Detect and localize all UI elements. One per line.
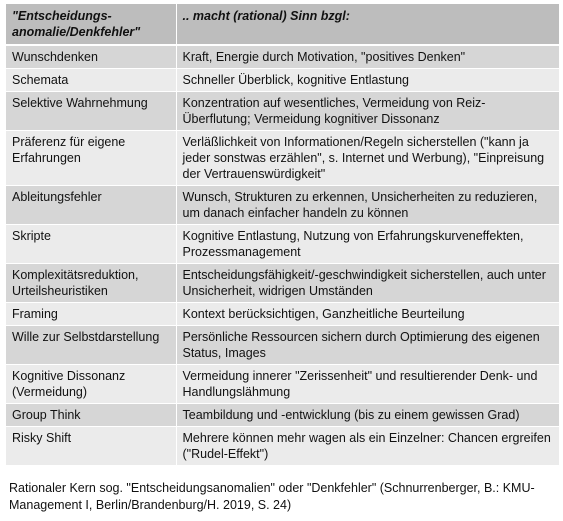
table-row bbox=[6, 404, 559, 427]
reason-cell: Kraft, Energie durch Motivation, "positives Denken" bbox=[176, 45, 559, 69]
table-header-row bbox=[6, 4, 559, 45]
anomaly-cell: Risky Shift bbox=[6, 427, 176, 466]
reason-cell: Entscheidungsfähigkeit/-geschwindigkeit sicherstellen, auch unter Unsicherheit, widrigen Umständen bbox=[176, 264, 559, 303]
reason-cell: Kognitive Entlastung, Nutzung von Erfahrungskurveneffekten, Prozessmanagement bbox=[176, 225, 559, 264]
reason-cell: Konzentration auf wesentliches, Vermeidung von Reiz-Überflutung; Vermeidung kognitiver Dissonanz bbox=[176, 92, 559, 131]
anomaly-cell: Schemata bbox=[6, 69, 176, 92]
anomaly-cell: Skripte bbox=[6, 225, 176, 264]
anomaly-cell: Framing bbox=[6, 303, 176, 326]
table-body bbox=[6, 45, 559, 466]
header-rational-sense: .. macht (rational) Sinn bzgl: bbox=[176, 4, 559, 45]
table-row bbox=[6, 264, 559, 303]
reason-cell: Persönliche Ressourcen sichern durch Optimierung des eigenen Status, Images bbox=[176, 326, 559, 365]
reason-cell: Schneller Überblick, kognitive Entlastung bbox=[176, 69, 559, 92]
anomaly-cell: Ableitungsfehler bbox=[6, 186, 176, 225]
source-caption: Rationaler Kern sog. "Entscheidungsanomalien" oder "Denkfehler" (Schnurrenberger, B.: KMU-Management I, Berlin/Brandenburg/H. 2019, S. 24) bbox=[9, 481, 535, 512]
reason-cell: Teambildung und -entwicklung (bis zu einem gewissen Grad) bbox=[176, 404, 559, 427]
anomaly-cell: Wunschdenken bbox=[6, 45, 176, 69]
reason-cell: Vermeidung innerer "Zerissenheit" und resultierender Denk- und Handlungslähmung bbox=[176, 365, 559, 404]
anomaly-cell: Präferenz für eigene Erfahrungen bbox=[6, 131, 176, 186]
table-row bbox=[6, 69, 559, 92]
table-row bbox=[6, 326, 559, 365]
table-row bbox=[6, 186, 559, 225]
header-anomaly: "Entscheidungs-anomalie/Denkfehler" bbox=[6, 4, 176, 45]
reason-cell: Wunsch, Strukturen zu erkennen, Unsicherheiten zu reduzieren, um danach einfacher handeln zu können bbox=[176, 186, 559, 225]
table-row bbox=[6, 45, 559, 69]
table-row bbox=[6, 225, 559, 264]
anomaly-cell: Wille zur Selbstdarstellung bbox=[6, 326, 176, 365]
anomaly-cell: Selektive Wahrnehmung bbox=[6, 92, 176, 131]
table-row bbox=[6, 92, 559, 131]
anomaly-cell: Kognitive Dissonanz (Vermeidung) bbox=[6, 365, 176, 404]
reason-cell: Kontext berücksichtigen, Ganzheitliche Beurteilung bbox=[176, 303, 559, 326]
anomaly-table bbox=[6, 4, 560, 466]
document bbox=[6, 4, 559, 514]
reason-cell: Verläßlichkeit von Informationen/Regeln sicherstellen ("kann ja jeder sonstwas erzählen", s. Internet und Werbung), "Einpreisung der Vertrauenswürdigkeit" bbox=[176, 131, 559, 186]
table-row bbox=[6, 303, 559, 326]
reason-cell: Mehrere können mehr wagen als ein Einzelner: Chancen ergreifen ("Rudel-Effekt") bbox=[176, 427, 559, 466]
anomaly-cell: Group Think bbox=[6, 404, 176, 427]
table-row bbox=[6, 427, 559, 466]
table-row bbox=[6, 131, 559, 186]
anomaly-cell: Komplexitätsreduktion, Urteilsheuristiken bbox=[6, 264, 176, 303]
table-row bbox=[6, 365, 559, 404]
